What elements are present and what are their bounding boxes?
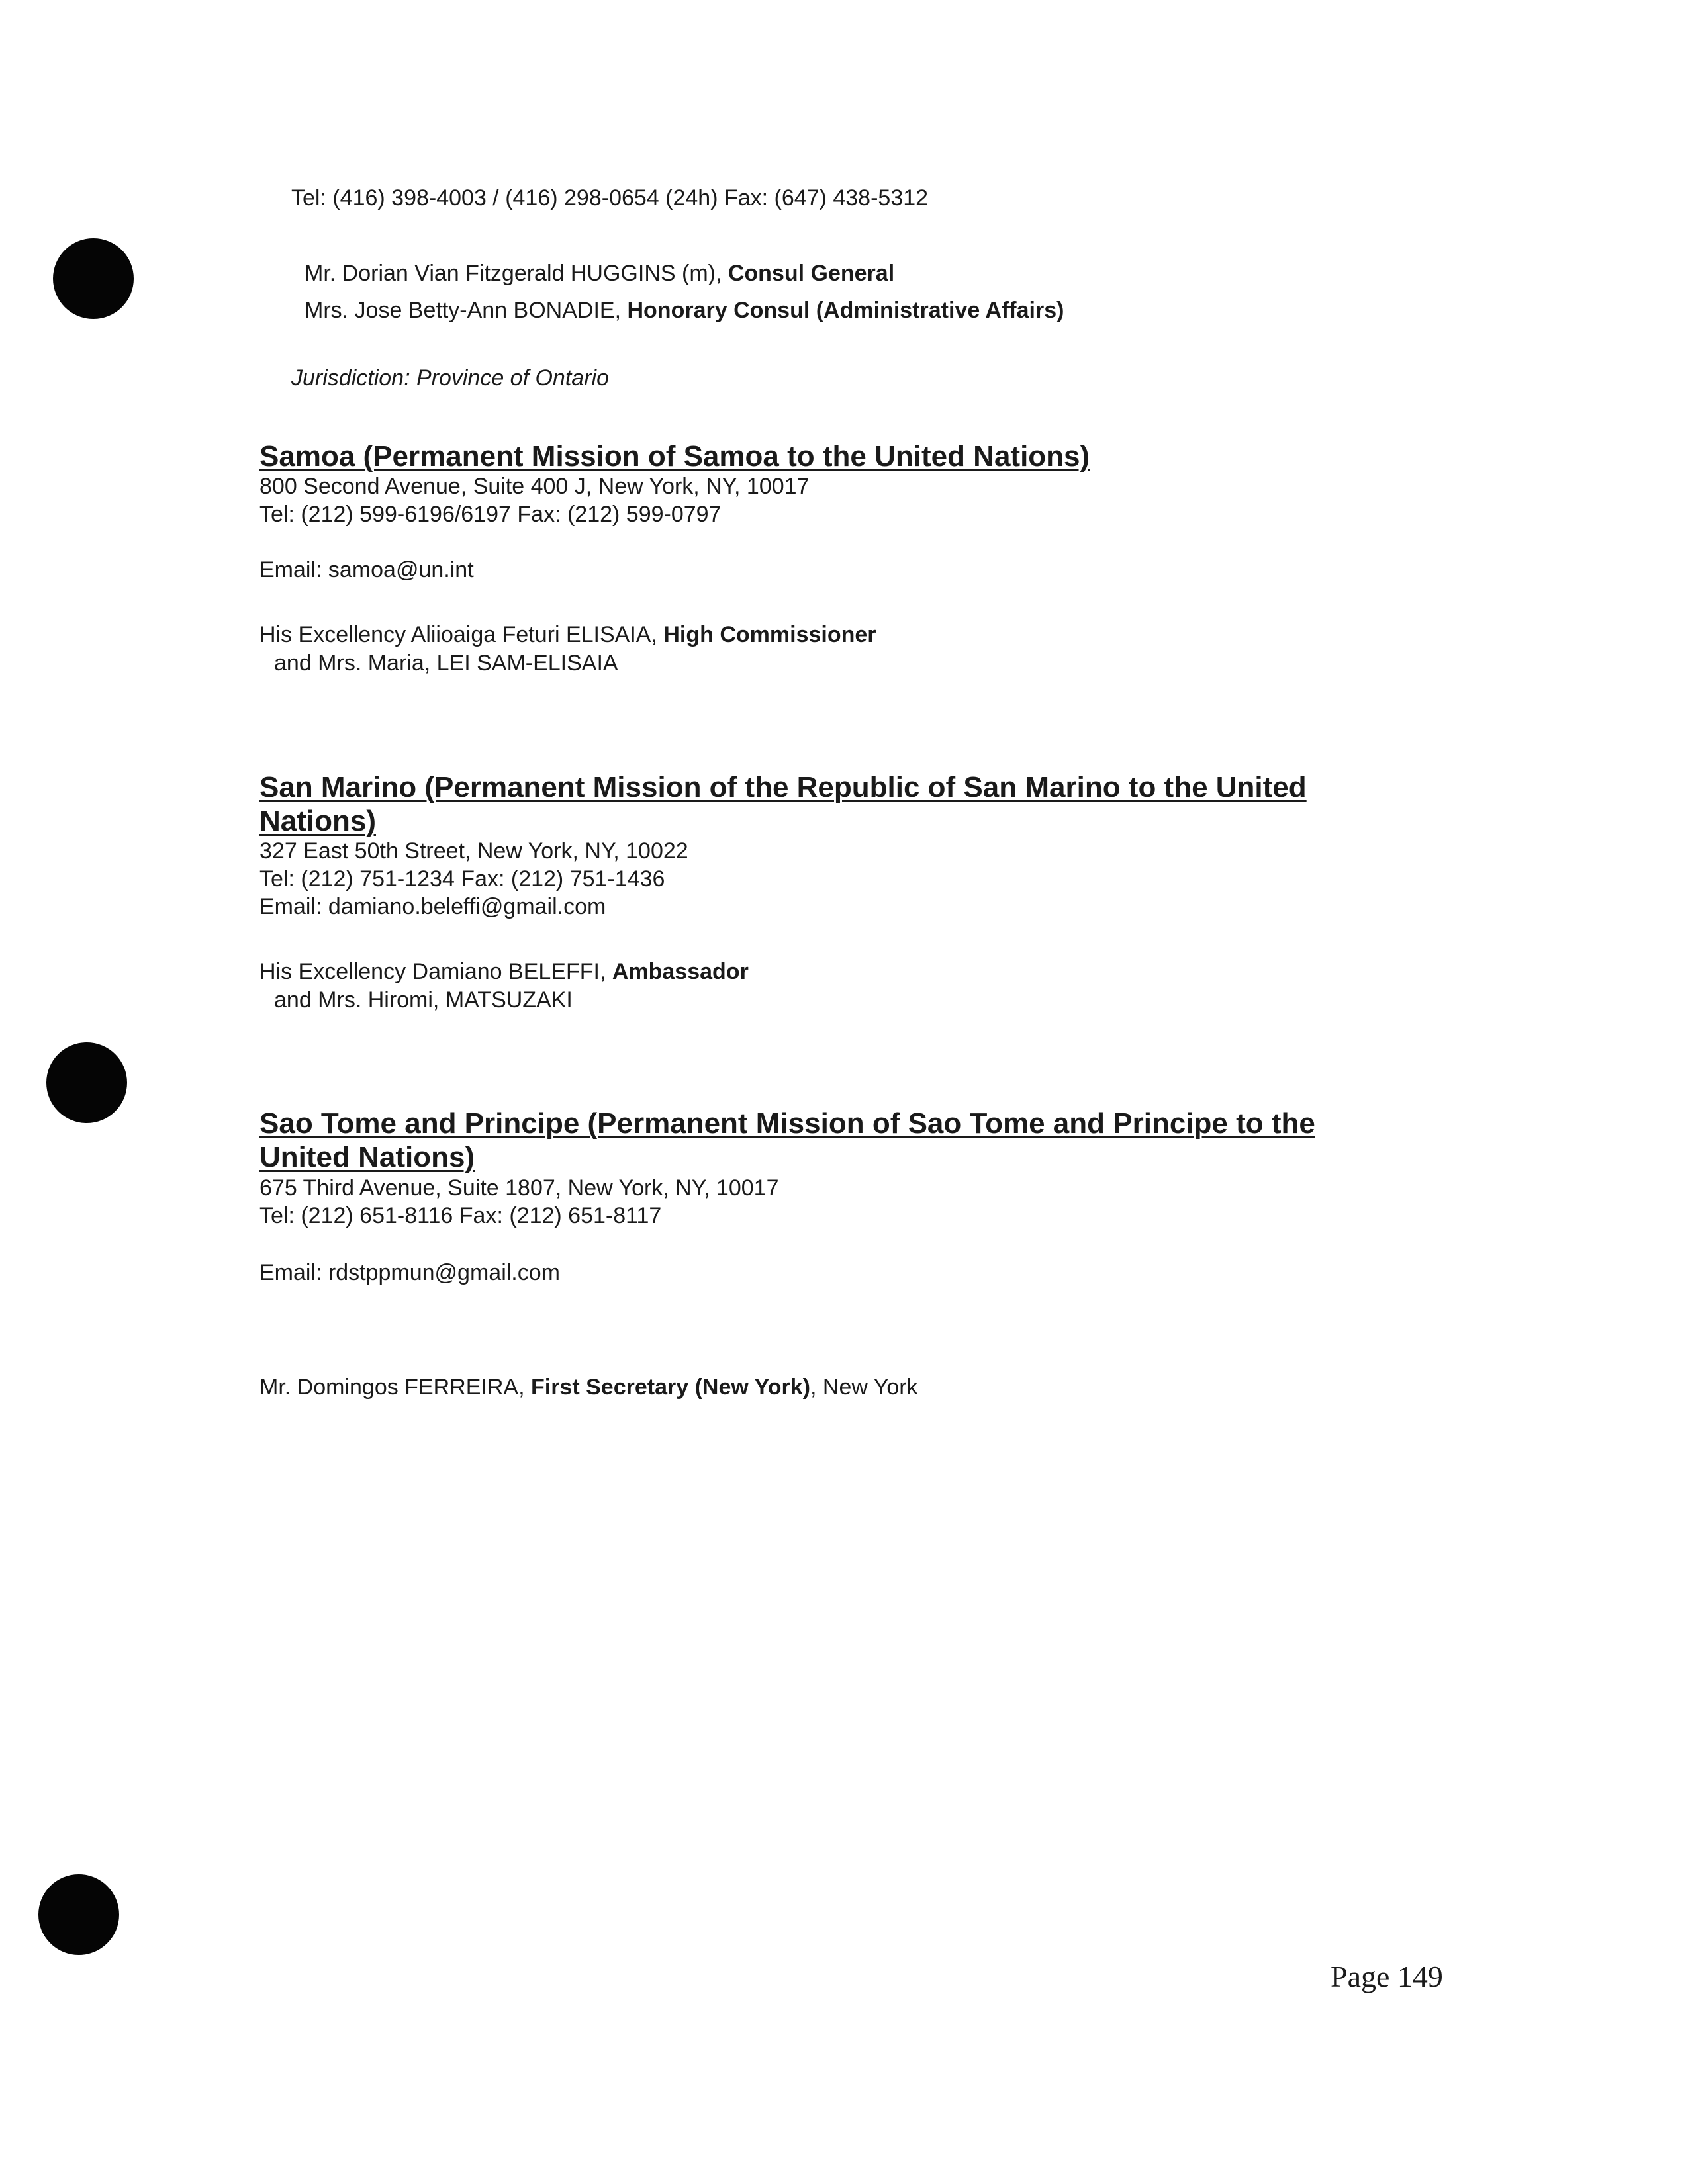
mission-address: 675 Third Avenue, Suite 1807, New York, NY, 10017 [259,1175,779,1201]
mission-head [259,621,876,649]
mission-email: Email: samoa@un.int [259,557,474,582]
mission-heading-sao-tome[interactable]: Sao Tome and Principe (Permanent Mission of Sao Tome and Principe to the United Nations) [259,1107,1315,1173]
official-title: Consul General [727,261,895,286]
head-title: First Secretary (New York) [530,1375,811,1400]
mission-email: Email: rdstppmun@gmail.com [259,1260,560,1285]
head-name: Mr. Domingos FERREIRA, [259,1375,531,1400]
consulate-official-2 [305,296,1064,324]
official-title: Honorary Consul (Administrative Affairs) [627,298,1064,323]
page-number: Page 149 [1331,1960,1443,1993]
official-name: Mr. Dorian Vian Fitzgerald HUGGINS (m), [305,261,728,286]
official-name: Mrs. Jose Betty-Ann BONADIE, [305,298,628,323]
punch-hole-top [53,238,134,319]
head-title: High Commissioner [663,622,876,647]
mission-phone: Tel: (212) 599-6196/6197 Fax: (212) 599-0797 [259,502,722,527]
mission-phone: Tel: (212) 751-1234 Fax: (212) 751-1436 [259,866,665,891]
consulate-jurisdiction: Jurisdiction: Province of Ontario [291,365,609,390]
mission-heading-samoa[interactable]: Samoa (Permanent Mission of Samoa to the United Nations) [259,440,1090,473]
head-title: Ambassador [612,959,749,984]
mission-address: 800 Second Avenue, Suite 400 J, New York, NY, 10017 [259,474,810,499]
head-suffix: , New York [810,1375,918,1400]
head-name: His Excellency Aliioaiga Feturi ELISAIA, [259,622,664,647]
mission-head [259,958,749,985]
mission-spouse: and Mrs. Maria, LEI SAM-ELISAIA [274,651,618,676]
head-name: His Excellency Damiano BELEFFI, [259,959,612,984]
punch-hole-bottom [38,1874,119,1955]
mission-spouse: and Mrs. Hiromi, MATSUZAKI [274,987,573,1013]
consulate-official-1 [305,259,894,287]
mission-address: 327 East 50th Street, New York, NY, 10022 [259,839,688,864]
mission-email: Email: damiano.beleffi@gmail.com [259,894,606,919]
mission-heading-san-marino[interactable]: San Marino (Permanent Mission of the Republic of San Marino to the United Nations) [259,771,1307,837]
consulate-phone-line: Tel: (416) 398-4003 / (416) 298-0654 (24h) Fax: (647) 438-5312 [291,185,929,210]
punch-hole-middle [46,1042,127,1123]
mission-phone: Tel: (212) 651-8116 Fax: (212) 651-8117 [259,1203,662,1228]
mission-head [259,1373,918,1401]
